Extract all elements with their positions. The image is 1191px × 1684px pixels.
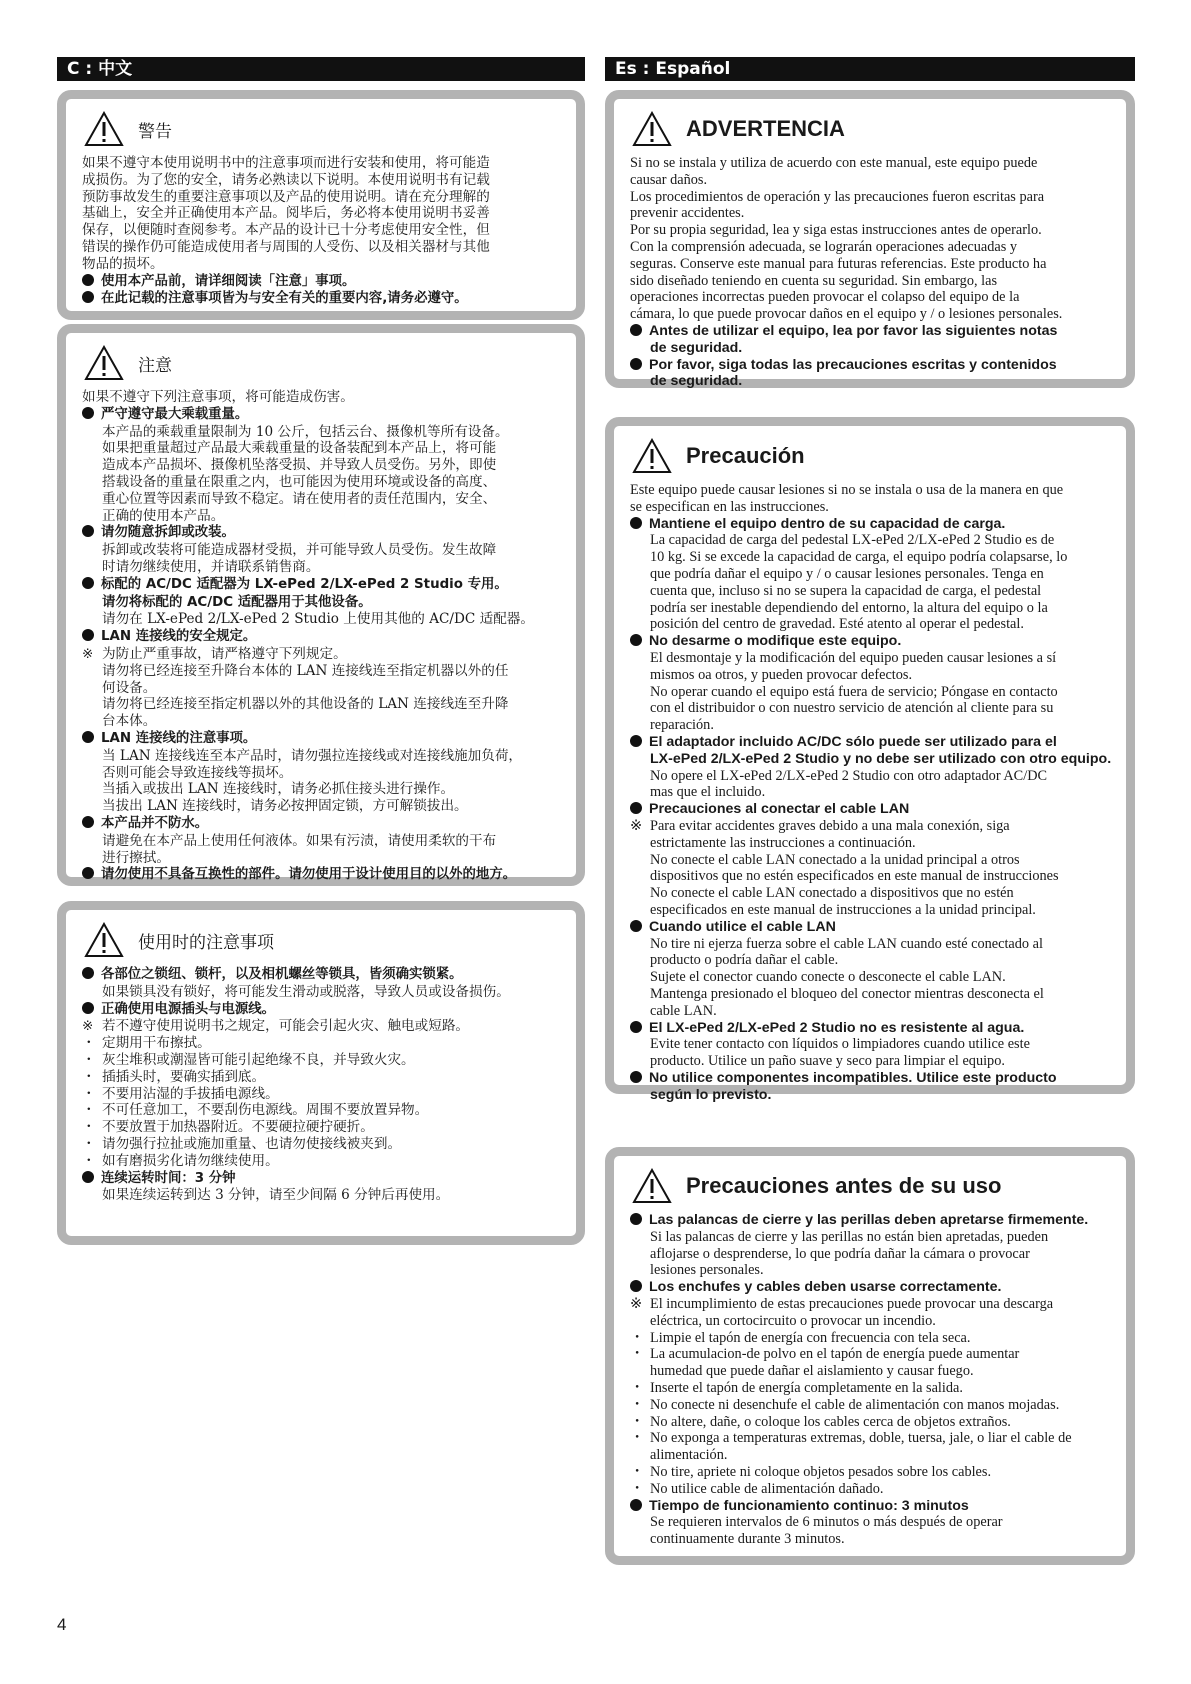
body-line: 成损伤。为了您的安全，请务必熟读以下说明。本使用说明书有记载 — [82, 171, 490, 188]
dot-list-item: ・ Limpie el tapón de energía con frecuencia con tela seca. — [630, 1329, 971, 1346]
bullet-icon — [82, 816, 94, 828]
body-line-indented: 搭载设备的重量在限重之内，也可能因为使用环境或设备的高度、 — [102, 473, 497, 490]
body-line-indented: cable LAN. — [650, 1002, 717, 1019]
body-line-indented: 当拔出 LAN 连接线时，请务必按押固定锁，方可解锁拔出。 — [102, 798, 468, 815]
dot-mark-icon: ・ — [82, 1035, 96, 1052]
dot-list-item: ・ No altere, dañe, o coloque los cables cerca de objetos extraños. — [630, 1413, 1011, 1430]
section-header-chinese: C : 中文 — [57, 57, 585, 81]
bullet-icon — [82, 291, 94, 303]
body-line-indented: 造成本产品损坏、摄像机坠落受损、并导致人员受伤。另外，即使 — [102, 457, 497, 474]
usage-text — [82, 966, 566, 1204]
warning-text — [82, 155, 566, 308]
section-header-spanish: Es : Español — [605, 57, 1135, 81]
body-line: Por su propia seguridad, lea y siga estas instrucciones antes de operarlo. — [630, 222, 1042, 239]
body-line-indented: dispositivos que no estén especificados en este manual de instrucciones — [650, 868, 1059, 885]
dot-list-item: ・ 不要放置于加热器附近。不要硬拉硬拧硬折。 — [82, 1119, 374, 1136]
bullet-icon — [630, 1071, 642, 1083]
warning-triangle-icon — [632, 438, 672, 474]
note-line: ※ El incumplimiento de estas precauciones puede provocar una descarga — [630, 1295, 1054, 1312]
warning-text — [630, 155, 1116, 390]
body-line-indented: posición del centro de gravedad. Esté atento al operar el pedestal. — [650, 616, 1024, 633]
body-line-indented: No conecte el cable LAN conectado a la unidad principal a otros — [650, 851, 1020, 868]
bullet-heading: 在此记载的注意事项皆为与安全有关的重要内容,请务必遵守。 — [82, 290, 566, 308]
body-line-indented: 何设备。 — [102, 679, 157, 696]
dot-list-item: ・ 如有磨损劣化请勿继续使用。 — [82, 1152, 279, 1169]
warning-triangle-icon — [84, 922, 124, 958]
bullet-heading: Los enchufes y cables deben usarse correctamente. — [630, 1279, 1116, 1296]
warning-title: ADVERTENCIA — [686, 116, 845, 141]
bullet-heading: El LX-ePed 2/LX-ePed 2 Studio no es resistente al agua. — [630, 1020, 1116, 1037]
bullet-heading: 请勿使用不具备互换性的部件。请勿使用于设计使用目的以外的地方。 — [82, 866, 566, 884]
body-line: Si no se instala y utiliza de acuerdo con este manual, este equipo puede — [630, 155, 1038, 171]
bullet-heading: 本产品并不防水。 — [82, 815, 566, 833]
body-line-indented: El desmontaje y la modificación del equipo pueden causar lesiones a sí — [650, 649, 1057, 666]
dot-mark-icon: ・ — [630, 1430, 645, 1447]
bullet-icon — [82, 867, 94, 879]
caution-title: Precaución — [686, 443, 805, 468]
bullet-icon — [630, 358, 642, 370]
caution-title-row — [84, 343, 566, 383]
body-line: 如果不遵守下列注意事项，将可能造成伤害。 — [82, 389, 354, 405]
bullet-heading: 各部位之锁纽、锁杆，以及相机螺丝等锁具，皆须确实锁紧。 — [82, 966, 566, 984]
bullet-icon — [630, 735, 642, 747]
bullet-heading: Las palancas de cierre y las perillas deben apretarse firmemente. — [630, 1212, 1116, 1229]
bullet-icon — [82, 629, 94, 641]
bullet-heading: LAN 连接线的注意事项。 — [82, 730, 566, 748]
body-line-indented: continuamente durante 3 minutos. — [650, 1531, 845, 1548]
bullet-heading: El adaptador incluido AC/DC sólo puede ser utilizado para el — [630, 734, 1116, 751]
bullet-heading: No utilice componentes incompatibles. Utilice este producto — [630, 1070, 1116, 1087]
bullet-heading: No desarme o modifique este equipo. — [630, 633, 1116, 650]
bullet-icon — [630, 634, 642, 646]
dot-mark-icon: ・ — [82, 1152, 96, 1169]
body-line-indented: 台本体。 — [102, 713, 157, 730]
bullet-heading: 正确使用电源插头与电源线。 — [82, 1001, 566, 1019]
body-line-indented: Mantenga presionado el bloqueo del conector mientras desconecta el — [650, 985, 1044, 1002]
body-line-indented: 正确的使用本产品。 — [102, 507, 225, 524]
usage-title: Precauciones antes de su uso — [686, 1173, 1002, 1198]
bullet-heading: Por favor, siga todas las precauciones escritas y contenidos — [630, 357, 1116, 374]
body-line-indented: especificados en este manual de instrucciones a la unidad principal. — [650, 901, 1036, 918]
note-mark-icon: ※ — [630, 817, 642, 834]
warning-title: 警告 — [138, 121, 172, 142]
usage-title: 使用时的注意事项 — [138, 932, 274, 953]
spanish-column — [605, 57, 1135, 1548]
bullet-heading: 连续运转时间：3 分钟 — [82, 1170, 566, 1188]
bullet-icon — [82, 967, 94, 979]
body-line: cámara, lo que puede provocar daños en el equipo y / o lesiones personales. — [630, 306, 1063, 323]
warning-title-row — [632, 109, 1116, 149]
dot-mark-icon: ・ — [82, 1119, 96, 1136]
dot-list-item: ・ Inserte el tapón de energía completamente en la salida. — [630, 1379, 963, 1396]
chinese-column — [57, 57, 585, 1204]
usage-text — [630, 1212, 1116, 1548]
caution-box-spanish — [605, 417, 1135, 1103]
page-number: 4 — [57, 1615, 67, 1634]
bullet-icon — [630, 920, 642, 932]
note-mark-icon: ※ — [82, 1018, 94, 1035]
bullet-heading: 使用本产品前，请详细阅读「注意」事项。 — [82, 273, 566, 291]
bullet-heading: Antes de utilizar el equipo, lea por favor las siguientes notas — [630, 323, 1116, 340]
bullet-icon — [630, 1280, 642, 1292]
dot-mark-icon: ・ — [82, 1102, 96, 1119]
body-line: Con la comprensión adecuada, se lograrán operaciones adecuadas y — [630, 238, 1018, 255]
body-line-indented: No operar cuando el equipo está fuera de servicio; Póngase en contacto — [650, 683, 1058, 700]
body-line-indented: 请避免在本产品上使用任何液体。如果有污渍，请使用柔软的干布 — [102, 832, 497, 849]
body-line-indented: 如果锁具没有锁好，将可能发生滑动或脱落，导致人员或设备损伤。 — [102, 983, 510, 1000]
body-line: operaciones incorrectas pueden provocar el colapso del equipo de la — [630, 289, 1020, 306]
body-line-indented: 拆卸或改装将可能造成器材受损，并可能导致人员受伤。发生故障 — [102, 542, 497, 559]
usage-title-row — [632, 1166, 1116, 1206]
bullet-icon — [630, 802, 642, 814]
body-line: 基础上，安全并正确使用本产品。阅毕后，务必将本使用说明书妥善 — [82, 205, 490, 222]
body-line: seguras. Conserve este manual para futuras referencias. Este producto ha — [630, 255, 1047, 272]
bullet-icon — [82, 274, 94, 286]
body-line-indented: Sujete el conector cuando conecte o desconecte el cable LAN. — [650, 969, 1006, 986]
caution-text — [630, 482, 1116, 1103]
bullet-heading: Cuando utilice el cable LAN — [630, 919, 1116, 936]
dot-mark-icon: ・ — [630, 1329, 645, 1346]
body-line-indented: cuenta que, incluso si no se supera la capacidad de carga, el pedestal — [650, 582, 1042, 599]
dot-mark-icon: ・ — [82, 1068, 96, 1085]
dot-mark-icon: ・ — [630, 1396, 645, 1413]
bullet-icon — [630, 517, 642, 529]
dot-mark-icon: ・ — [82, 1085, 96, 1102]
dot-mark-icon: ・ — [82, 1051, 96, 1068]
body-line-indented: con el distribuidor o con nuestro servicio de atención al cliente para su — [650, 700, 1054, 717]
dot-list-item: ・ 不要用沾湿的手拔插电源线。 — [82, 1085, 279, 1102]
warning-triangle-icon — [84, 345, 124, 381]
body-line-indented: 时请勿继续使用，并请联系销售商。 — [102, 558, 320, 575]
bullet-icon — [630, 1021, 642, 1033]
dot-list-item: ・ 请勿强行拉扯或施加重量、也请勿使接线被夹到。 — [82, 1135, 402, 1152]
body-line-indented: 当插入或拔出 LAN 连接线时，请务必抓住接头进行操作。 — [102, 781, 455, 798]
usage-box-chinese — [57, 901, 585, 1245]
body-line-indented: Si las palancas de cierre y las perillas no están bien apretadas, pueden — [650, 1228, 1049, 1245]
body-line-indented: reparación. — [650, 717, 714, 734]
note-line: ※ Para evitar accidentes graves debido a una mala conexión, siga — [630, 817, 1010, 834]
bullet-icon — [630, 1213, 642, 1225]
body-line-indented: 请勿将已经连接至指定机器以外的其他设备的 LAN 连接线连至升降 — [102, 696, 509, 713]
dot-list-item: ・ No conecte ni desenchufe el cable de alimentación con manos mojadas. — [630, 1396, 1060, 1413]
body-line-indented: que podría dañar el equipo y / o causar lesiones personales. Tenga en — [650, 565, 1044, 582]
body-line-indented: mismos oa otros, y pueden provocar defectos. — [650, 666, 913, 683]
dot-list-item: ・ No exponga a temperaturas extremas, doble, tuersa, jale, o liar el cable de — [630, 1430, 1072, 1447]
body-line-indented: 如果把重量超过产品最大乘载重量的设备装配到本产品上，将可能 — [102, 440, 497, 457]
caution-title-row — [632, 436, 1116, 476]
note-mark-icon: ※ — [82, 645, 94, 662]
body-line-indented: 当 LAN 连接线连至本产品时，请勿强拉连接线或对连接线施加负荷， — [102, 747, 523, 764]
body-line-indented: producto o podría dañar el cable. — [650, 952, 839, 969]
body-line-indented: No tire ni ejerza fuerza sobre el cable LAN cuando esté conectado al — [650, 935, 1043, 952]
warning-triangle-icon — [84, 111, 124, 147]
bullet-heading-continued: de seguridad. — [650, 373, 743, 390]
bullet-icon — [82, 525, 94, 537]
note-mark-icon: ※ — [630, 1295, 642, 1312]
body-line-indented: 如果连续运转到达 3 分钟，请至少间隔 6 分钟后再使用。 — [102, 1187, 450, 1204]
body-line-indented: 请勿在 LX-ePed 2/LX-ePed 2 Studio 上使用其他的 AC/DC 适配器。 — [102, 611, 534, 628]
bullet-heading: Tiempo de funcionamiento continuo: 3 minutos — [630, 1498, 1116, 1515]
body-line: 如果不遵守本使用说明书中的注意事项而进行安装和使用，将可能造 — [82, 155, 490, 171]
bullet-heading: 标配的 AC/DC 适配器为 LX-ePed 2/LX-ePed 2 Studio 专用。 — [82, 576, 566, 594]
body-line: 保存，以便随时查阅参考。本产品的设计已十分考虑使用安全性，但 — [82, 222, 490, 239]
dot-mark-icon: ・ — [82, 1135, 96, 1152]
body-line-indented: No conecte el cable LAN conectado a dispositivos que no estén — [650, 885, 1014, 902]
dot-list-item: ・ 灰尘堆积或潮湿皆可能引起绝缘不良，并导致火灾。 — [82, 1051, 415, 1068]
dot-mark-icon: ・ — [630, 1463, 645, 1480]
dot-list-item: ・ No tire, apriete ni coloque objetos pesados sobre los cables. — [630, 1463, 992, 1480]
bullet-heading-continued: de seguridad. — [650, 339, 743, 356]
dot-list-item: ・ No utilice cable de alimentación dañado. — [630, 1480, 884, 1497]
caution-title: 注意 — [138, 355, 172, 376]
warning-box-chinese — [57, 90, 585, 320]
body-line: causar daños. — [630, 171, 708, 188]
body-line: sido diseñado teniendo en cuenta su seguridad. Sin embargo, las — [630, 272, 998, 289]
dot-mark-icon: ・ — [630, 1413, 645, 1430]
bullet-heading: Precauciones al conectar el cable LAN — [630, 801, 1116, 818]
dot-mark-icon: ・ — [630, 1346, 645, 1363]
body-line-indented: No opere el LX-ePed 2/LX-ePed 2 Studio con otro adaptador AC/DC — [650, 767, 1048, 784]
body-line-indented: La capacidad de carga del pedestal LX-ePed 2/LX-ePed 2 Studio es de — [650, 532, 1055, 549]
bullet-heading-continued: LX-ePed 2/LX-ePed 2 Studio y no debe ser utilizado con otro equipo. — [650, 750, 1112, 767]
dot-list-item: ・ La acumulacion-de polvo en el tapón de energía puede aumentar — [630, 1346, 1020, 1363]
body-line-indented: estrictamente las instrucciones a continuación. — [650, 834, 916, 851]
body-line-indented: 本产品的乘载重量限制为 10 公斤，包括云台、摄像机等所有设备。 — [102, 423, 509, 440]
bullet-heading-continued: 请勿将标配的 AC/DC 适配器用于其他设备。 — [102, 594, 372, 610]
bullet-icon — [82, 1171, 94, 1183]
body-line-indented: lesiones personales. — [650, 1262, 764, 1279]
warning-triangle-icon — [632, 111, 672, 147]
dot-list-item: ・ 不可任意加工，不要刮伤电源线。周围不要放置异物。 — [82, 1102, 429, 1119]
dot-mark-icon: ・ — [630, 1379, 645, 1396]
body-line-indented: podría ser inestable dependiendo del entorno, la altura del equipo o la — [650, 599, 1048, 616]
body-line: se especifican en las instrucciones. — [630, 498, 829, 515]
warning-triangle-icon — [632, 1168, 672, 1204]
bullet-icon — [82, 1002, 94, 1014]
body-line-indented: 10 kg. Si se excede la capacidad de carga, el equipo podría colapsarse, lo — [650, 549, 1068, 566]
usage-box-spanish — [605, 1147, 1135, 1565]
body-line-indented: eléctrica, un cortocircuito o provocar un incendio. — [650, 1312, 936, 1329]
body-line-indented: aflojarse o desprenderse, lo que podría dañar la cámara o provocar — [650, 1245, 1030, 1262]
bullet-icon — [82, 731, 94, 743]
bullet-heading: 请勿随意拆卸或改装。 — [82, 524, 566, 542]
bullet-icon — [82, 407, 94, 419]
body-line-indented: 进行擦拭。 — [102, 849, 170, 866]
body-line-indented: alimentación. — [650, 1447, 728, 1464]
body-line: 物品的损坏。 — [82, 255, 164, 272]
body-line-indented: mas que el incluido. — [650, 784, 766, 801]
body-line: prevenir accidentes. — [630, 205, 745, 222]
body-line-indented: 否则可能会导致连接线等损坏。 — [102, 764, 293, 781]
caution-text — [82, 389, 566, 884]
caution-box-chinese — [57, 324, 585, 886]
bullet-heading: Mantiene el equipo dentro de su capacidad de carga. — [630, 516, 1116, 533]
body-line-indented: humedad que puede dañar el aislamiento y causar fuego. — [650, 1363, 974, 1380]
body-line: 错误的操作仍可能造成使用者与周围的人受伤、以及相关器材与其他 — [82, 238, 490, 255]
dot-list-item: ・ 插插头时，要确实插到底。 — [82, 1068, 266, 1085]
note-line: ※ 为防止严重事故，请严格遵守下列规定。 — [82, 645, 347, 662]
note-line: ※ 若不遵守使用说明书之规定，可能会引起火灾、触电或短路。 — [82, 1018, 470, 1035]
warning-title-row — [84, 109, 566, 149]
bullet-heading-continued: según lo previsto. — [650, 1086, 772, 1103]
warning-box-spanish — [605, 90, 1135, 388]
bullet-icon — [630, 1499, 642, 1511]
body-line-indented: Se requieren intervalos de 6 minutos o más después de operar — [650, 1514, 1003, 1531]
body-line: Los procedimientos de operación y las precauciones fueron escritas para — [630, 188, 1045, 205]
body-line-indented: 重心位置等因素而导致不稳定。请在使用者的责任范围内，安全、 — [102, 490, 497, 507]
dot-mark-icon: ・ — [630, 1480, 645, 1497]
body-line-indented: producto. Utilice un paño suave y seco para limpiar el equipo. — [650, 1053, 1005, 1070]
body-line-indented: 请勿将已经连接至升降台本体的 LAN 连接线连至指定机器以外的任 — [102, 662, 509, 679]
body-line: 预防事故发生的重要注意事项以及产品的使用说明。请在充分理解的 — [82, 188, 490, 205]
body-line-indented: Evite tener contacto con líquidos o limpiadores cuando utilice este — [650, 1036, 1030, 1053]
bullet-icon — [82, 577, 94, 589]
bullet-heading: LAN 连接线的安全规定。 — [82, 628, 566, 646]
dot-list-item: ・ 定期用干布擦拭。 — [82, 1035, 211, 1052]
bullet-icon — [630, 324, 642, 336]
body-line: Este equipo puede causar lesiones si no se instala o usa de la manera en que — [630, 482, 1064, 498]
usage-title-row — [84, 920, 566, 960]
bullet-heading: 严守遵守最大乘载重量。 — [82, 406, 566, 424]
